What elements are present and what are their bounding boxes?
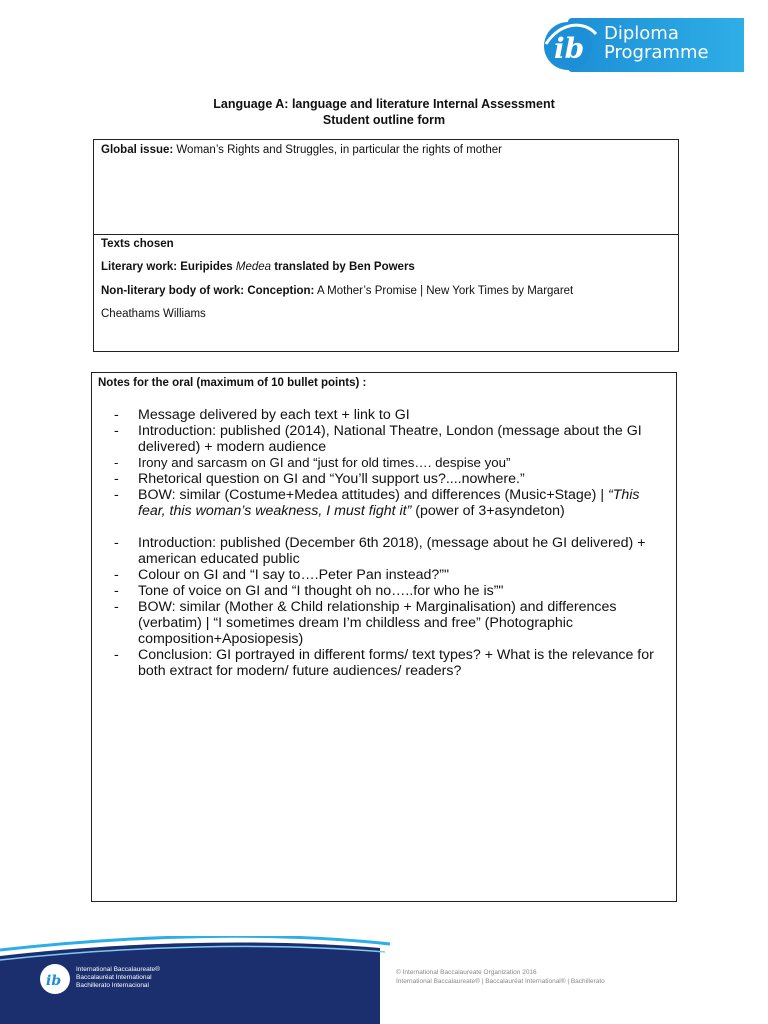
ib-logo-icon — [540, 14, 600, 74]
title-line-1: Language A: language and literature Internal Assessment — [213, 97, 555, 111]
logo-line-1: Diploma — [604, 23, 679, 44]
literary-label: Literary work: Euripides — [101, 261, 236, 273]
bullet-dash: - — [114, 535, 119, 551]
note-text: Message delivered by each text + link to GI — [138, 407, 410, 423]
document-title — [0, 96, 768, 128]
outline-box — [93, 139, 679, 352]
note-item — [92, 423, 676, 455]
bullet-dash: - — [114, 423, 119, 439]
ib-footer-line-3: Bachillerato Internacional — [76, 982, 149, 989]
note-item — [92, 455, 676, 471]
note-item — [92, 487, 676, 519]
literary-title: Medea — [235, 261, 272, 273]
note-item — [92, 407, 676, 423]
ib-footer-text — [76, 966, 160, 990]
logo-text — [604, 24, 709, 62]
note-item — [92, 583, 676, 599]
note-text-plain-start: BOW: similar (Costume+Medea attitudes) and differences (Music+Stage) | — [138, 487, 608, 503]
note-text: Irony and sarcasm on GI and “just for old times…. despise you” — [138, 455, 511, 470]
logo-line-2: Programme — [604, 42, 709, 63]
svg-text:ib: ib — [46, 973, 62, 989]
note-item — [92, 599, 676, 647]
note-text: Introduction: published (December 6th 2018), (message about he GI delivered) + american educated public — [138, 535, 646, 567]
note-text: Rhetorical question on GI and “You’ll support us?....nowhere.” — [138, 471, 525, 487]
ib-footer-line-1: International Baccalaureate® — [76, 966, 160, 973]
bullet-dash: - — [114, 487, 119, 503]
bullet-dash: - — [114, 471, 119, 487]
bullet-dash: - — [114, 647, 119, 663]
note-text: Tone of voice on GI and “I thought oh no…..for who he is”" — [138, 583, 504, 599]
non-literary-line — [101, 284, 573, 298]
notes-list — [92, 407, 676, 679]
section-divider — [94, 234, 678, 235]
literary-rest: translated by Ben Powers — [271, 261, 415, 273]
global-issue-value: Woman’s Rights and Struggles, in particular the rights of mother — [173, 144, 502, 156]
global-issue-line — [101, 143, 502, 157]
ib-footer-logo-icon — [40, 964, 70, 994]
note-text: Conclusion: GI portrayed in different forms/ text types? + What is the relevance for both extract for modern/ future audiences/ readers? — [138, 647, 654, 679]
non-literary-rest: A Mother’s Promise | New York Times by Margaret — [314, 285, 574, 297]
note-text: Introduction: published (2014), National Theatre, London (message about the GI delivered) + modern audience — [138, 423, 642, 455]
literary-work-line — [101, 260, 415, 274]
bullet-dash: - — [114, 455, 119, 470]
diploma-programme-logo — [540, 14, 746, 76]
note-item — [92, 567, 676, 583]
ib-footer-line-2: Baccalauréat International — [76, 974, 152, 981]
copyright — [396, 968, 605, 986]
non-literary-line-2: Cheathams Williams — [101, 308, 206, 320]
global-issue-label: Global issue: — [101, 144, 174, 156]
note-quote: “This fear, this woman’s weakness, I must fight it” — [138, 487, 640, 519]
bullet-dash: - — [114, 407, 119, 423]
note-text-plain-end: (power of 3+asyndeton) — [411, 503, 565, 519]
notes-box — [91, 372, 677, 902]
note-item — [92, 471, 676, 487]
copyright-line-2: International Baccalaureate® | Baccalauréat International® | Bachillerato — [396, 978, 605, 985]
notes-heading: Notes for the oral (maximum of 10 bullet points) : — [98, 377, 367, 389]
note-item — [92, 647, 676, 679]
non-literary-label: Non-literary body of work: Conception: — [101, 285, 315, 297]
bullet-dash: - — [114, 599, 119, 615]
copyright-line-1: © International Baccalaureate Organization 2016 — [396, 969, 537, 976]
title-line-2: Student outline form — [322, 113, 446, 127]
texts-chosen-heading: Texts chosen — [101, 238, 174, 250]
bullet-dash: - — [114, 567, 119, 583]
note-text: BOW: similar (Mother & Child relationship + Marginalisation) and differences (verbatim) | “I sometimes dream I’m childless and free” (Photographic composition+Aposiopesis) — [138, 599, 617, 647]
note-item — [92, 535, 676, 567]
bullet-dash: - — [114, 583, 119, 599]
svg-text:ib: ib — [554, 32, 585, 65]
note-text: Colour on GI and “I say to….Peter Pan instead?”" — [138, 567, 450, 583]
